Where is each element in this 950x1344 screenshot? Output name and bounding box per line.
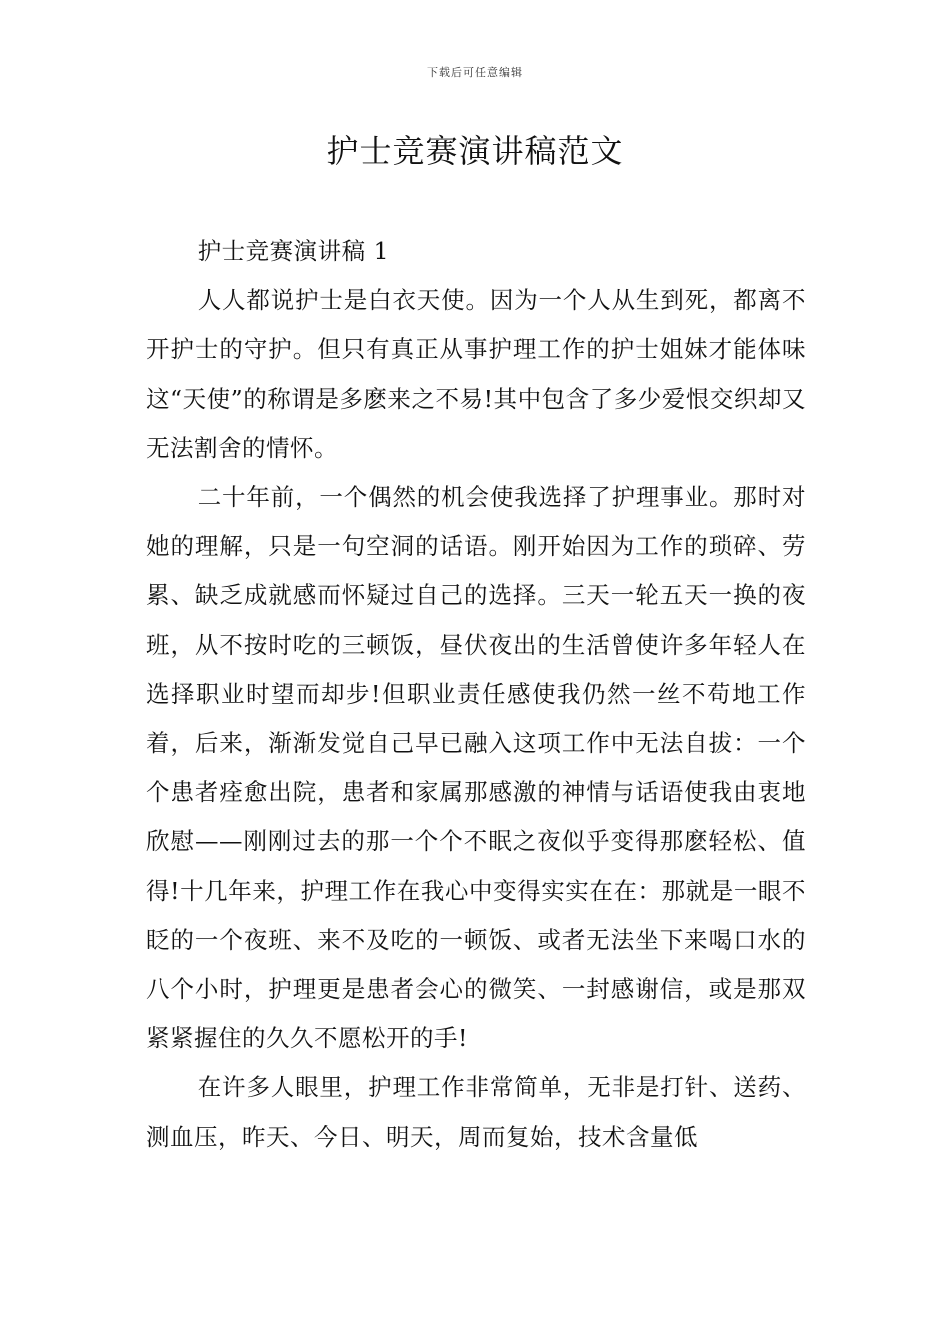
section-heading: 护士竞赛演讲稿 1	[197, 237, 390, 265]
paragraph-1: 人人都说护士是白衣天使。因为一个人从生到死，都离不开护士的守护。但只有真正从事护理工作的护士姐妹才能体味这“天使”的称谓是多麽来之不易!其中包含了多少爱恨交织却又无法割舍的情怀。	[146, 286, 806, 462]
header-note: 下载后可任意编辑	[427, 66, 523, 79]
paragraph-2: 二十年前，一个偶然的机会使我选择了护理事业。那时对她的理解，只是一句空洞的话语。刚开始因为工作的琐碎、劳累、缺乏成就感而怀疑过自己的选择。三天一轮五天一换的夜班，从不按时吃的三顿饭，昼伏夜出的生活曾使许多年轻人在选择职业时望而却步!但职业责任感使我仍然一丝不苟地工作着，后来，渐渐发觉自己早已融入这项工作中无法自拔：一个个患者痊愈出院，患者和家属那感激的神情与话语使我由衷地欣慰——刚刚过去的那一个个不眠之夜似乎变得那麽轻松、值得!十几年来，护理工作在我心中变得实实在在：那就是一眼不眨的一个夜班、来不及吃的一顿饭、或者无法坐下来喝口水的八个小时，护理更是患者会心的微笑、一封感谢信，或是那双紧紧握住的久久不愿松开的手!	[146, 483, 806, 1053]
paragraph-3: 在许多人眼里，护理工作非常简单，无非是打针、送药、测血压，昨天、今日、明天，周而复始，技术含量低	[146, 1073, 806, 1151]
page-title: 护士竞赛演讲稿范文	[326, 132, 624, 170]
document-body	[146, 227, 806, 1162]
